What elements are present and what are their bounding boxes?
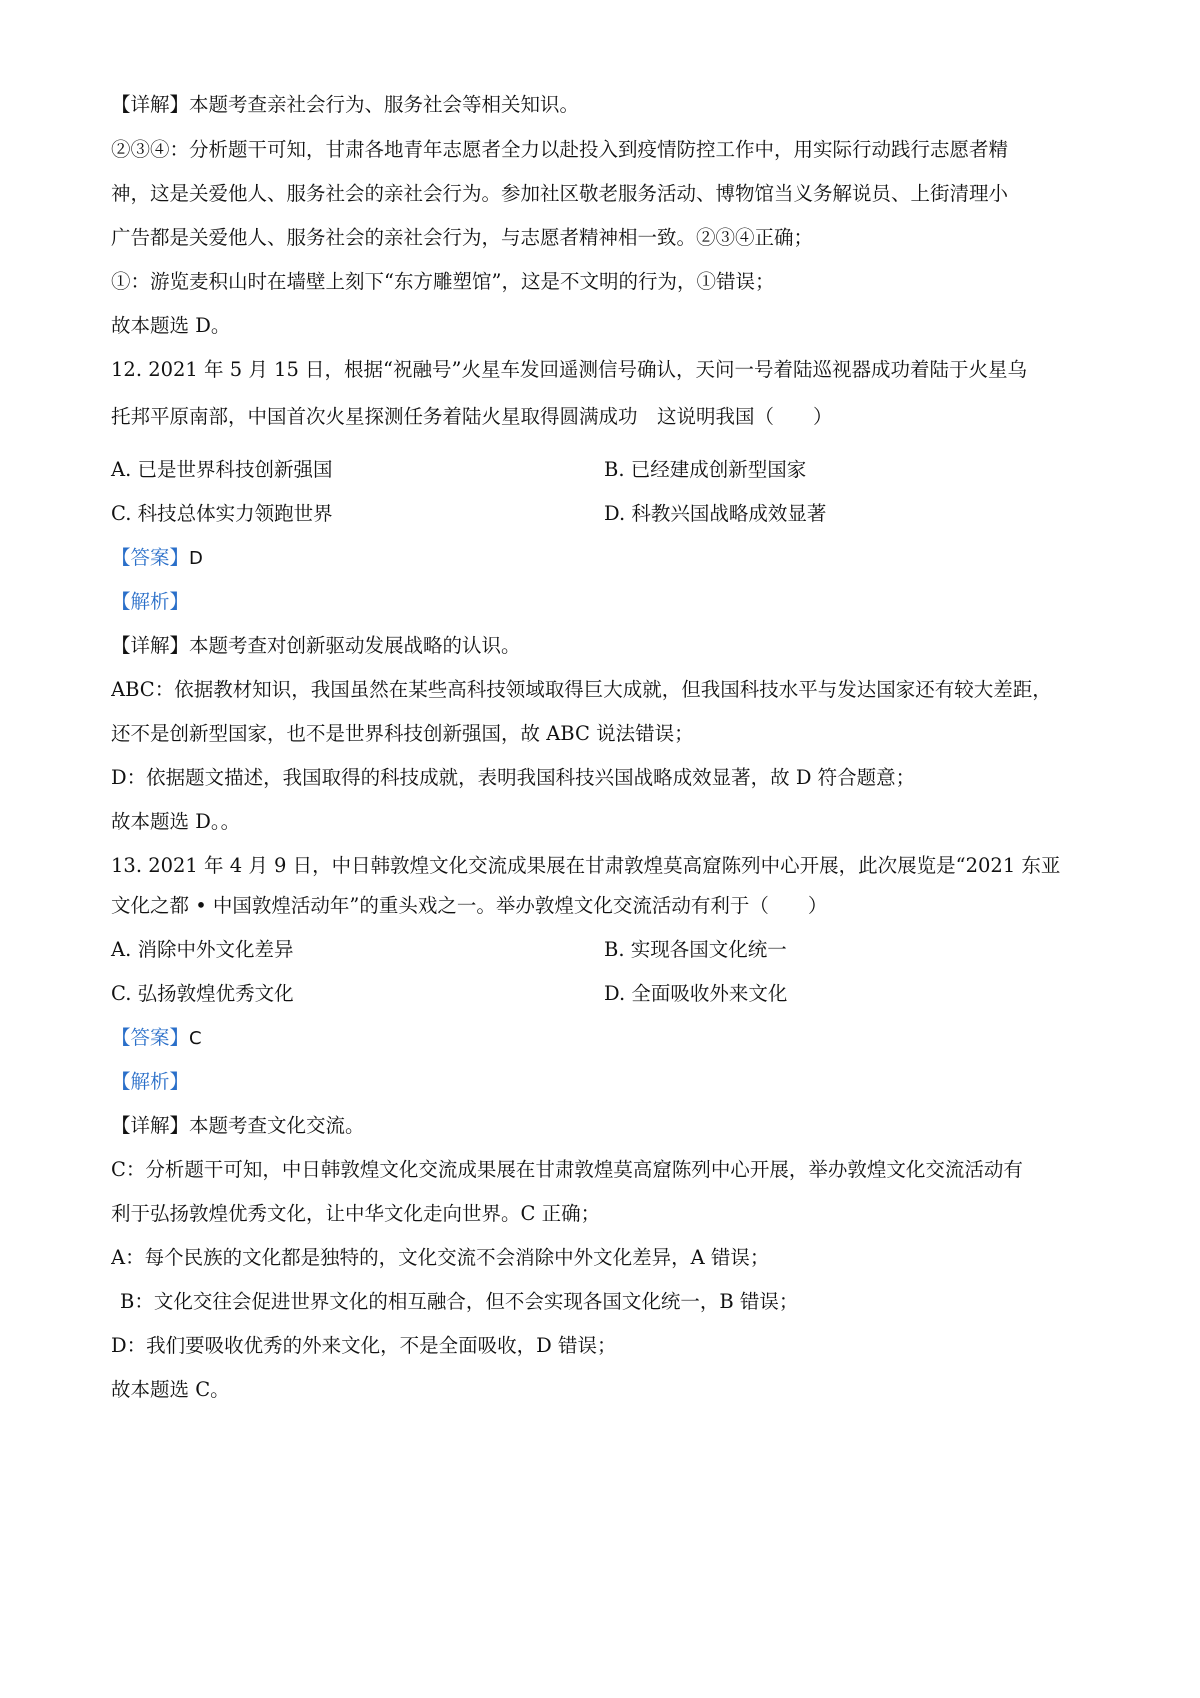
q13-explanation-line2: 利于弘扬敦煌优秀文化，让中华文化走向世界。C 正确；	[111, 1202, 601, 1225]
q12-explanation-item-d: D：依据题文描述，我国取得的科技成就，表明我国科技兴国战略成效显著，故 D 符合题意；	[111, 766, 916, 789]
q13-option-a: A. 消除中外文化差异	[111, 938, 294, 961]
q13-option-c: C. 弘扬敦煌优秀文化	[111, 982, 294, 1005]
q12-option-c: C. 科技总体实力领跑世界	[111, 502, 333, 525]
q11-explanation-item1: ①：游览麦积山时在墙壁上刻下“东方雕塑馆”，这是不文明的行为，①错误；	[111, 270, 775, 293]
q13-explanation-item-a: A：每个民族的文化都是独特的，文化交流不会消除中外文化差异，A 错误；	[111, 1246, 770, 1269]
q12-option-d: D. 科教兴国战略成效显著	[604, 502, 827, 525]
q13-stem-line1: 13. 2021 年 4 月 9 日，中日韩敦煌文化交流成果展在甘肃敦煌莫高窟陈列中心开展，此次展览是“2021 东亚	[111, 854, 1061, 877]
q11-explanation-line2: 神，这是关爱他人、服务社会的亲社会行为。参加社区敬老服务活动、博物馆当义务解说员、上街清理小	[111, 182, 1009, 205]
q11-explanation-line3: 广告都是关爱他人、服务社会的亲社会行为，与志愿者精神相一致。②③④正确；	[111, 226, 814, 249]
q13-explanation-item-b: B：文化交往会促进世界文化的相互融合，但不会实现各国文化统一，B 错误；	[120, 1290, 799, 1313]
q13-detail: 【详解】本题考查文化交流。	[111, 1114, 365, 1137]
answer-tag: 【答案】	[111, 546, 190, 569]
q12-analysis-tag: 【解析】	[111, 590, 190, 613]
q12-stem-line2: 托邦平原南部，中国首次火星探测任务着陆火星取得圆满成功 这说明我国（ ）	[111, 405, 833, 428]
q12-conclusion: 故本题选 D。。	[111, 810, 241, 833]
q13-explanation-line1: C：分析题干可知，中日韩敦煌文化交流成果展在甘肃敦煌莫高窟陈列中心开展，举办敦煌文化交流活动有	[111, 1158, 1023, 1181]
q13-explanation-item-d: D：我们要吸收优秀的外来文化，不是全面吸收，D 错误；	[111, 1334, 617, 1357]
q12-explanation-line2: 还不是创新型国家，也不是世界科技创新强国，故 ABC 说法错误；	[111, 722, 694, 745]
q11-explanation-line1: ②③④：分析题干可知，甘肃各地青年志愿者全力以赴投入到疫情防控工作中，用实际行动践行志愿者精	[111, 138, 1009, 161]
q12-option-a: A. 已是世界科技创新强国	[111, 458, 333, 481]
answer-value: D	[189, 548, 203, 569]
q11-detail: 【详解】本题考查亲社会行为、服务社会等相关知识。	[111, 93, 580, 116]
q12-detail: 【详解】本题考查对创新驱动发展战略的认识。	[111, 634, 521, 657]
q12-explanation-line1: ABC：依据教材知识，我国虽然在某些高科技领域取得巨大成就，但我国科技水平与发达国家还有较大差距，	[111, 678, 1052, 701]
q11-conclusion: 故本题选 D。	[111, 314, 231, 337]
q12-option-b: B. 已经建成创新型国家	[604, 458, 807, 481]
q13-answer	[111, 1023, 1101, 1054]
q12-stem-line1: 12. 2021 年 5 月 15 日，根据“祝融号”火星车发回遥测信号确认，天问一号着陆巡视器成功着陆于火星乌	[111, 358, 1027, 381]
answer-tag: 【答案】	[111, 1026, 190, 1049]
q13-conclusion: 故本题选 C。	[111, 1378, 230, 1401]
q13-option-b: B. 实现各国文化统一	[604, 938, 787, 961]
q13-stem-line2: 文化之都 • 中国敦煌活动年”的重头戏之一。举办敦煌文化交流活动有利于（ ）	[111, 894, 828, 917]
q13-analysis-tag: 【解析】	[111, 1070, 190, 1093]
q13-option-d: D. 全面吸收外来文化	[604, 982, 788, 1005]
q12-answer	[111, 543, 1101, 574]
answer-value: C	[189, 1028, 202, 1049]
